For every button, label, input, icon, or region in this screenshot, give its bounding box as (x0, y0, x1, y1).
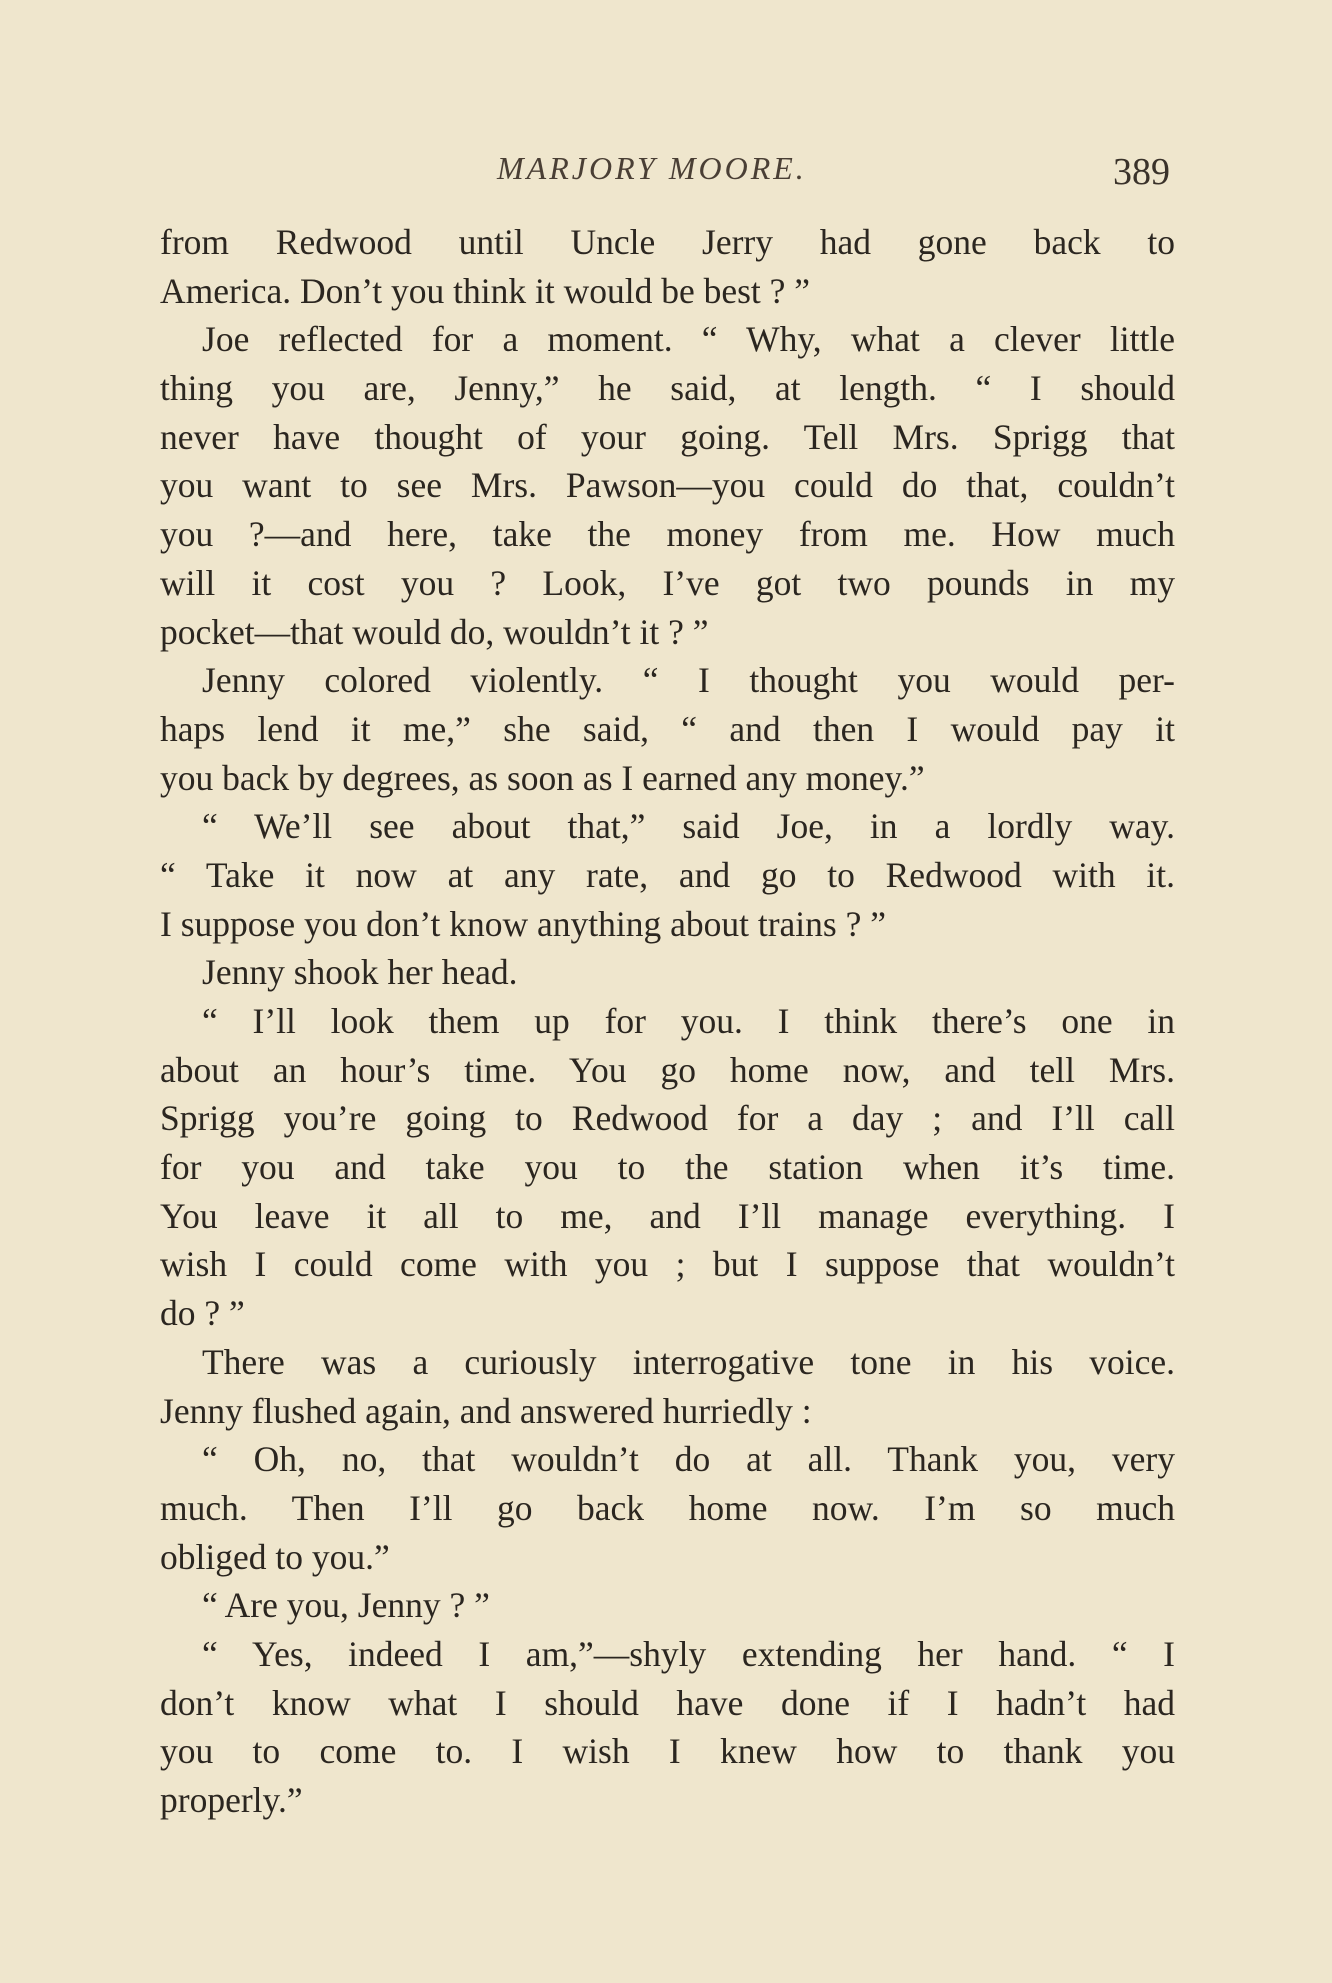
text-line: I suppose you don’t know anything about trains ? ” (160, 903, 886, 944)
text-line: for you and take you to the station when it’s time. (160, 1147, 1175, 1188)
running-head (0, 140, 1332, 200)
text-line: much. Then I’ll go back home now. I’m so much (160, 1487, 1175, 1528)
text-line: “ Are you, Jenny ? ” (202, 1585, 490, 1626)
text-line: “ We’ll see about that,” said Joe, in a lordly way. (202, 806, 1175, 847)
text-line: You leave it all to me, and I’ll manage everything. I (160, 1195, 1175, 1236)
text-line: “ Yes, indeed I am,”—shyly extending her hand. “ I (202, 1633, 1175, 1674)
text-line: “ I’ll look them up for you. I think there’s one in (202, 1001, 1175, 1041)
text-line: Jenny flushed again, and answered hurriedly : (160, 1390, 812, 1431)
text-line: thing you are, Jenny,” he said, at length. “ I should (160, 368, 1175, 409)
text-line: you want to see Mrs. Pawson—you could do that, couldn’t (160, 465, 1175, 506)
text-line: America. Don’t you think it would be best ? ” (160, 270, 811, 311)
running-title: MARJORY MOORE. (497, 150, 807, 186)
text-line: do ? ” (160, 1293, 245, 1334)
text-line: you back by degrees, as soon as I earned any money.” (160, 757, 925, 798)
text-line: from Redwood until Uncle Jerry had gone back to (160, 222, 1175, 262)
text-line: wish I could come with you ; but I suppose that wouldn’t (160, 1244, 1175, 1285)
text-line: will it cost you ? Look, I’ve got two pounds in my (160, 562, 1175, 603)
text-line: you ?—and here, take the money from me. How much (160, 514, 1175, 555)
text-line: you to come to. I wish I knew how to thank you (160, 1731, 1175, 1772)
text-line: about an hour’s time. You go home now, and tell Mrs. (160, 1049, 1175, 1090)
text-line: Joe reflected for a moment. “ Why, what a clever little (202, 319, 1175, 360)
text-line: There was a curiously interrogative tone in his voice. (202, 1341, 1175, 1382)
text-line: properly.” (160, 1780, 303, 1820)
body-text (160, 218, 1175, 1825)
text-line: don’t know what I should have done if I hadn’t had (160, 1682, 1175, 1723)
text-line: “ Take it now at any rate, and go to Redwood with it. (160, 854, 1175, 895)
text-line: Jenny colored violently. “ I thought you would per- (202, 660, 1175, 701)
text-line: obliged to you.” (160, 1536, 390, 1577)
text-line: pocket—that would do, wouldn’t it ? ” (160, 611, 709, 652)
text-line: haps lend it me,” she said, “ and then I would pay it (160, 708, 1175, 749)
text-line: Jenny shook her head. (202, 952, 518, 993)
text-line: Sprigg you’re going to Redwood for a day ; and I’ll call (160, 1098, 1175, 1139)
page-number: 389 (1113, 151, 1170, 193)
text-line: “ Oh, no, that wouldn’t do at all. Thank you, very (202, 1439, 1175, 1480)
text-line: never have thought of your going. Tell Mrs. Sprigg that (160, 416, 1175, 457)
